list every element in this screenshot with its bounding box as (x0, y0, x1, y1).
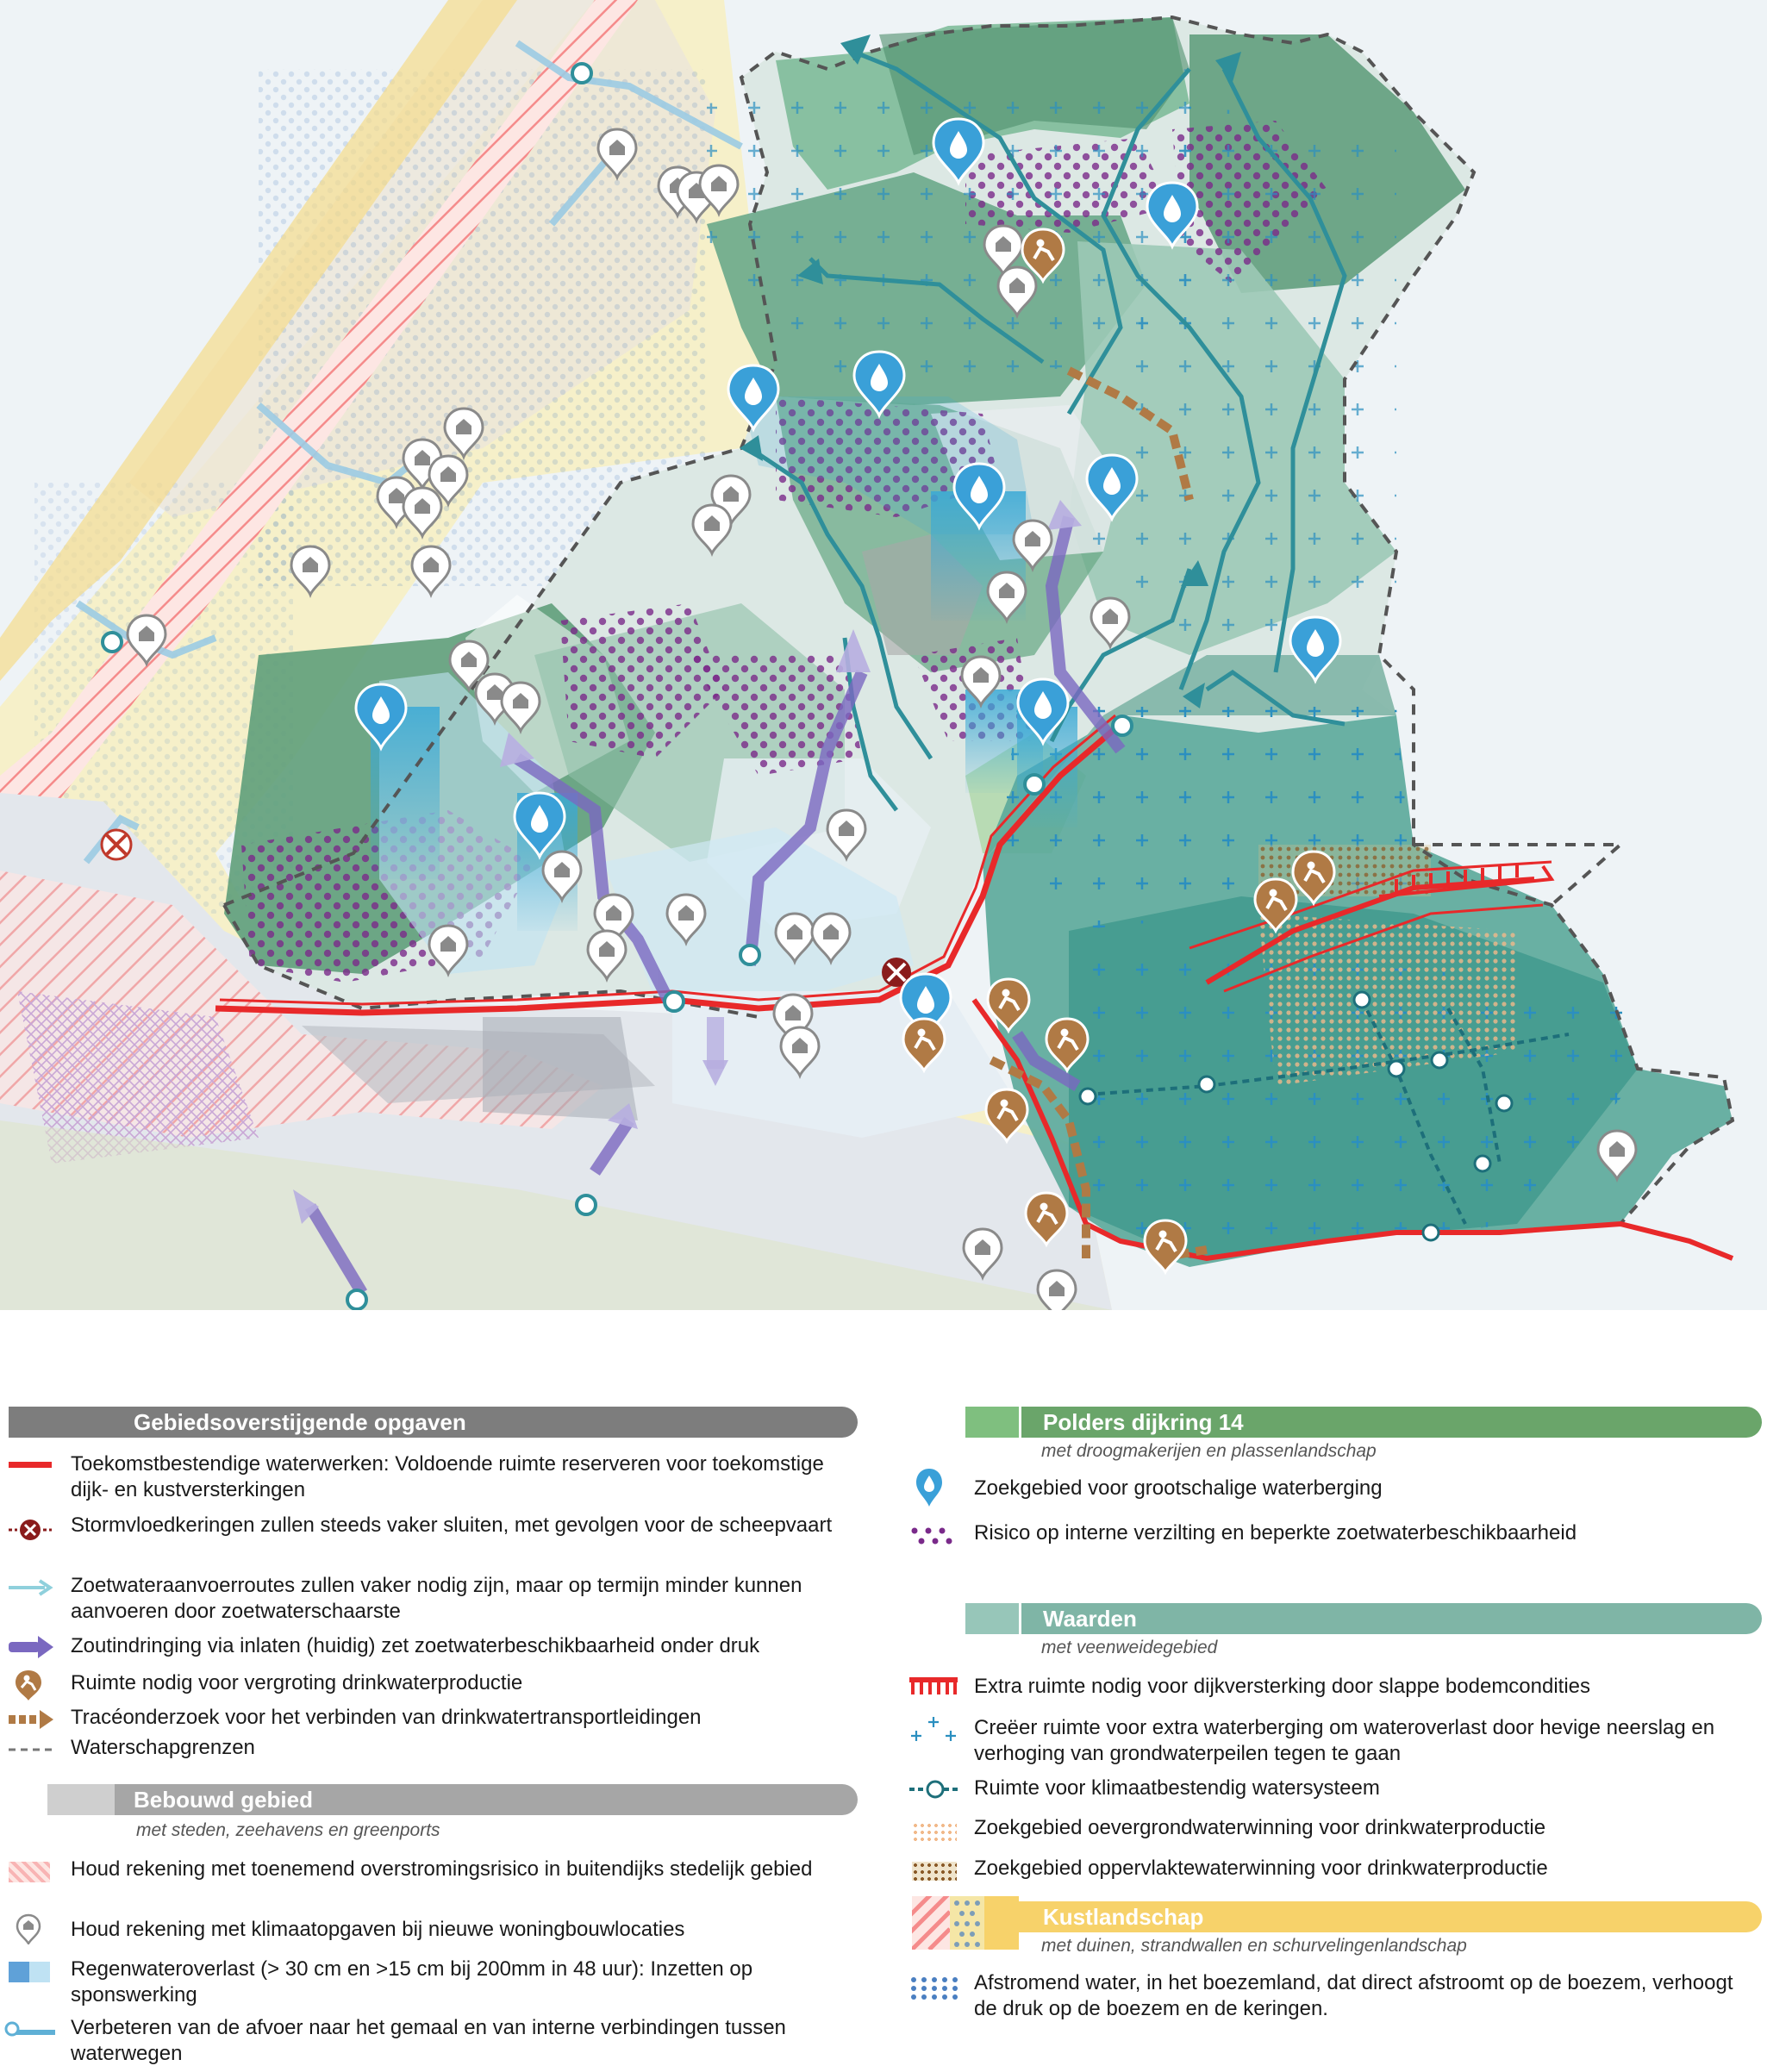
legend-item-climate-system: Ruimte voor klimaatbestendig watersysteem (974, 1776, 1380, 1800)
surface-water-swatch (912, 1862, 957, 1881)
legend-item-pipeline-route: Tracéonderzoek voor het verbinden van drinkwatertransportleidingen (71, 1706, 702, 1729)
legend-item-waterworks: Toekomstbestendige waterwerken: Voldoende ruimte reserveren voor toekomstige dijk- en kustversterkingen (71, 1452, 824, 1501)
drainage-line-icon (3, 2020, 55, 2041)
coast-swatch (912, 1896, 1019, 1950)
legend-item-waterboard-boundaries: Waterschapgrenzen (71, 1736, 255, 1759)
rain-overflow-swatch-light (29, 1962, 50, 1982)
climate-system-icon (909, 1779, 961, 1800)
legend-subtitle-waarden: met veenweidegebied (1041, 1638, 1218, 1657)
legend-item-surface-water: Zoekgebied oppervlaktewaterwinning voor drinkwaterproductie (974, 1857, 1548, 1880)
legend-item-rain-overflow: Regenwateroverlast (> 30 cm en >15 cm bij 200mm in 48 uur): Inzetten op sponswerking (71, 1957, 753, 2006)
legend-header-waarden: Waarden (965, 1603, 1762, 1634)
legend-item-runoff: Afstromend water, in het boezemland, dat direct afstroomt op de boezem, verhoogt de druk op de boezem en de keringen. (974, 1971, 1733, 2020)
legend-item-storm-barriers: Stormvloedkeringen zullen steeds vaker sluiten, met gevolgen voor de scheepvaart (71, 1513, 833, 1537)
bank-groundwater-swatch (912, 1822, 957, 1841)
salinity-dots-icon (909, 1526, 958, 1546)
legend-item-freshwater-routes: Zoetwateraanvoerroutes zullen vaker nodig zijn, maar op termijn minder kunnen aanvoeren door zoetwaterschaarste (71, 1574, 802, 1623)
salt-intrusion-icon (9, 1634, 53, 1660)
map-legend (0, 1396, 1767, 2072)
waterboard-boundary-icon (9, 1745, 52, 1754)
drinkwater-production-icon (14, 1669, 43, 1701)
header-tab (965, 1603, 1021, 1634)
legend-subtitle-coast: met duinen, strandwallen en schurvelingenlandschap (1041, 1936, 1467, 1956)
legend-header-built-area: Bebouwd gebied (47, 1784, 858, 1815)
header-tab (965, 1407, 1021, 1438)
legend-item-salt-intrusion: Zoutindringing via inlaten (huidig) zet zoetwaterbeschikbaarheid onder druk (71, 1634, 760, 1657)
water-storage-drop-icon (914, 1467, 945, 1508)
legend-header-coast: Kustlandschap (965, 1901, 1762, 1932)
legend-item-salinity: Risico op interne verzilting en beperkte zoetwaterbeschikbaarheid (974, 1521, 1577, 1545)
runoff-dots-icon (909, 1975, 958, 2000)
legend-item-housing-locations: Houd rekening met klimaatopgaven bij nieuwe woningbouwlocaties (71, 1918, 685, 1941)
dike-line-swatch (9, 1462, 52, 1468)
legend-header-regional: Gebiedsoverstijgende opgaven (9, 1407, 858, 1438)
legend-item-drainage-improvement: Verbeteren van de afvoer naar het gemaal en van interne verbindingen tussen waterwegen (71, 2016, 786, 2065)
legend-subtitle-built-area: met steden, zeehavens en greenports (136, 1820, 440, 1840)
header-tab (47, 1784, 115, 1815)
legend-header-polders: Polders dijkring 14 (965, 1407, 1762, 1438)
legend-item-extra-storage: Creëer ruimte voor extra waterberging om wateroverlast door hevige neerslag en verhoging van grondwaterpeilen tegen te gaan (974, 1716, 1715, 1765)
extra-storage-plus-icon (909, 1713, 958, 1743)
freshwater-route-icon (9, 1577, 53, 1598)
legend-item-dike-reinforcement: Extra ruimte nodig voor dijkversterking door slappe bodemcondities (974, 1675, 1591, 1698)
legend-item-bank-groundwater: Zoekgebied oevergrondwaterwinning voor drinkwaterproductie (974, 1816, 1546, 1839)
legend-item-drinkwater-production: Ruimte nodig voor vergroting drinkwaterproductie (71, 1671, 523, 1694)
rain-overflow-swatch-dark (9, 1962, 29, 1982)
flood-risk-hatch-swatch (9, 1862, 50, 1882)
legend-subtitle-polders: met droogmakerijen en plassenlandschap (1041, 1441, 1377, 1461)
house-marker-icon (16, 1913, 41, 1944)
dike-reinforcement-icon (909, 1677, 958, 1696)
storm-barrier-icon (9, 1517, 52, 1543)
pipeline-route-icon (9, 1707, 53, 1732)
legend-item-flood-risk: Houd rekening met toenemend overstromingsrisico in buitendijks stedelijk gebied (71, 1857, 813, 1881)
legend-item-water-storage: Zoekgebied voor grootschalige waterberging (974, 1476, 1383, 1500)
